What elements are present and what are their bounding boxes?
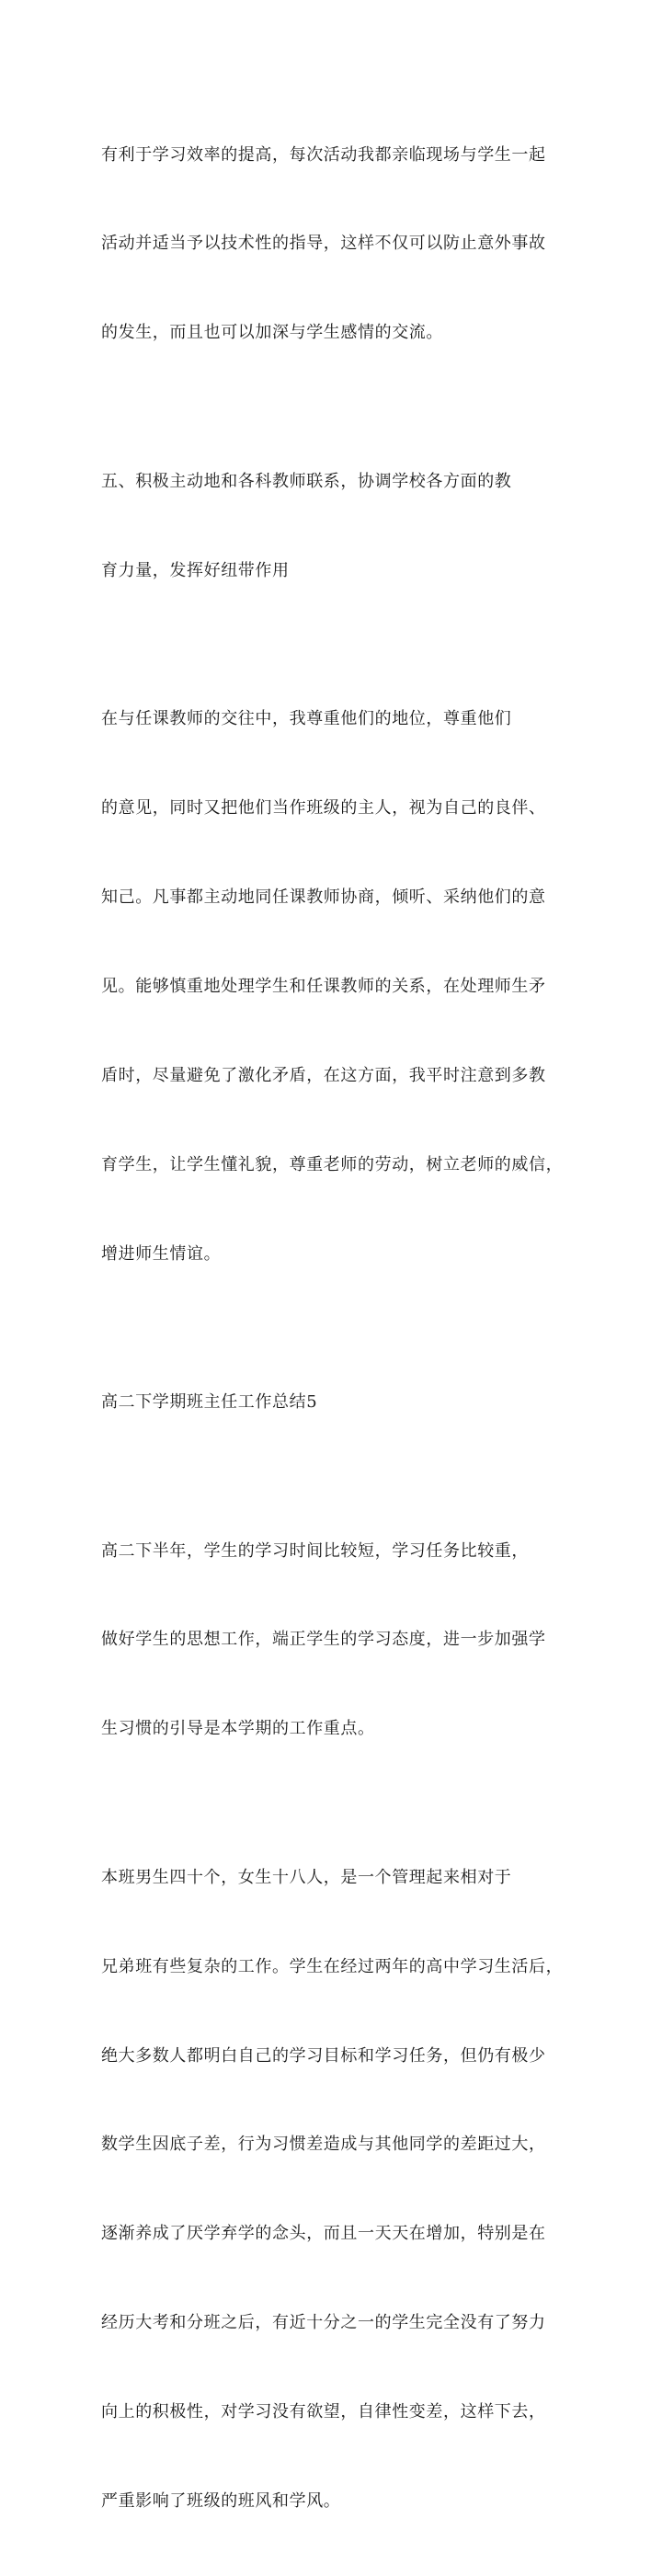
text-line: 向上的积极性，对学习没有欲望，自律性变差，这样下去，: [101, 2402, 546, 2422]
document-body: [101, 81, 579, 2576]
text-line: 本班男生四十个，女生十八人，是一个管理起来相对于: [101, 1867, 512, 1887]
section-heading-five: [101, 407, 579, 645]
paragraph-teacher-relations: [101, 646, 579, 1329]
text-line: 高二下半年，学生的学习时间比较短，学习任务比较重，: [101, 1540, 529, 1561]
text-line: 在与任课教师的交往中，我尊重他们的地位，尊重他们: [101, 709, 512, 729]
text-line: 经历大考和分班之后，有近十分之一的学生完全没有了努力: [101, 2313, 546, 2333]
paragraph-continuation: [101, 81, 579, 407]
text-line: 生习惯的引导是本学期的工作重点。: [101, 1719, 375, 1739]
text-line: 兄弟班有些复杂的工作。学生在经过两年的高中学习生活后，: [101, 1956, 564, 1976]
text-line: 五、积极主动地和各科教师联系，协调学校各方面的教: [101, 471, 512, 491]
text-line: 增进师生情谊。: [101, 1243, 222, 1264]
text-line: 见。能够慎重地处理学生和任课教师的关系，在处理师生矛: [101, 976, 546, 996]
paragraph-intro: [101, 1477, 579, 1803]
text-line: 严重影响了班级的班风和学风。: [101, 2491, 341, 2512]
text-line: 知己。凡事都主动地同任课教师协商，倾听、采纳他们的意: [101, 887, 546, 908]
text-line: 的发生，而且也可以加深与学生感情的交流。: [101, 323, 443, 343]
text-line: 育学生，让学生懂礼貌，尊重老师的劳动，树立老师的威信，: [101, 1154, 564, 1174]
text-line: 绝大多数人都明白自己的学习目标和学习任务，但仍有极少: [101, 2045, 546, 2066]
text-line: 逐渐养成了厌学弃学的念头，而且一天天在增加，特别是在: [101, 2224, 546, 2244]
text-line: 盾时，尽量避免了激化矛盾，在这方面，我平时注意到多教: [101, 1065, 546, 1085]
text-line: 育力量，发挥好纽带作用: [101, 560, 290, 580]
text-line: 数学生因底子差，行为习惯差造成与其他同学的差距过大，: [101, 2135, 546, 2155]
text-line: 做好学生的思想工作，端正学生的学习态度，进一步加强学: [101, 1630, 546, 1650]
paragraph-class-situation: [101, 1803, 579, 2576]
article-title: [101, 1328, 579, 1476]
text-line: 高二下学期班主任工作总结5: [101, 1392, 318, 1413]
text-line: 的意见，同时又把他们当作班级的主人，视为自己的良伴、: [101, 798, 546, 819]
text-line: 活动并适当予以技术性的指导，这样不仅可以防止意外事故: [101, 234, 546, 254]
text-line: 有利于学习效率的提高，每次活动我都亲临现场与学生一起: [101, 144, 546, 165]
